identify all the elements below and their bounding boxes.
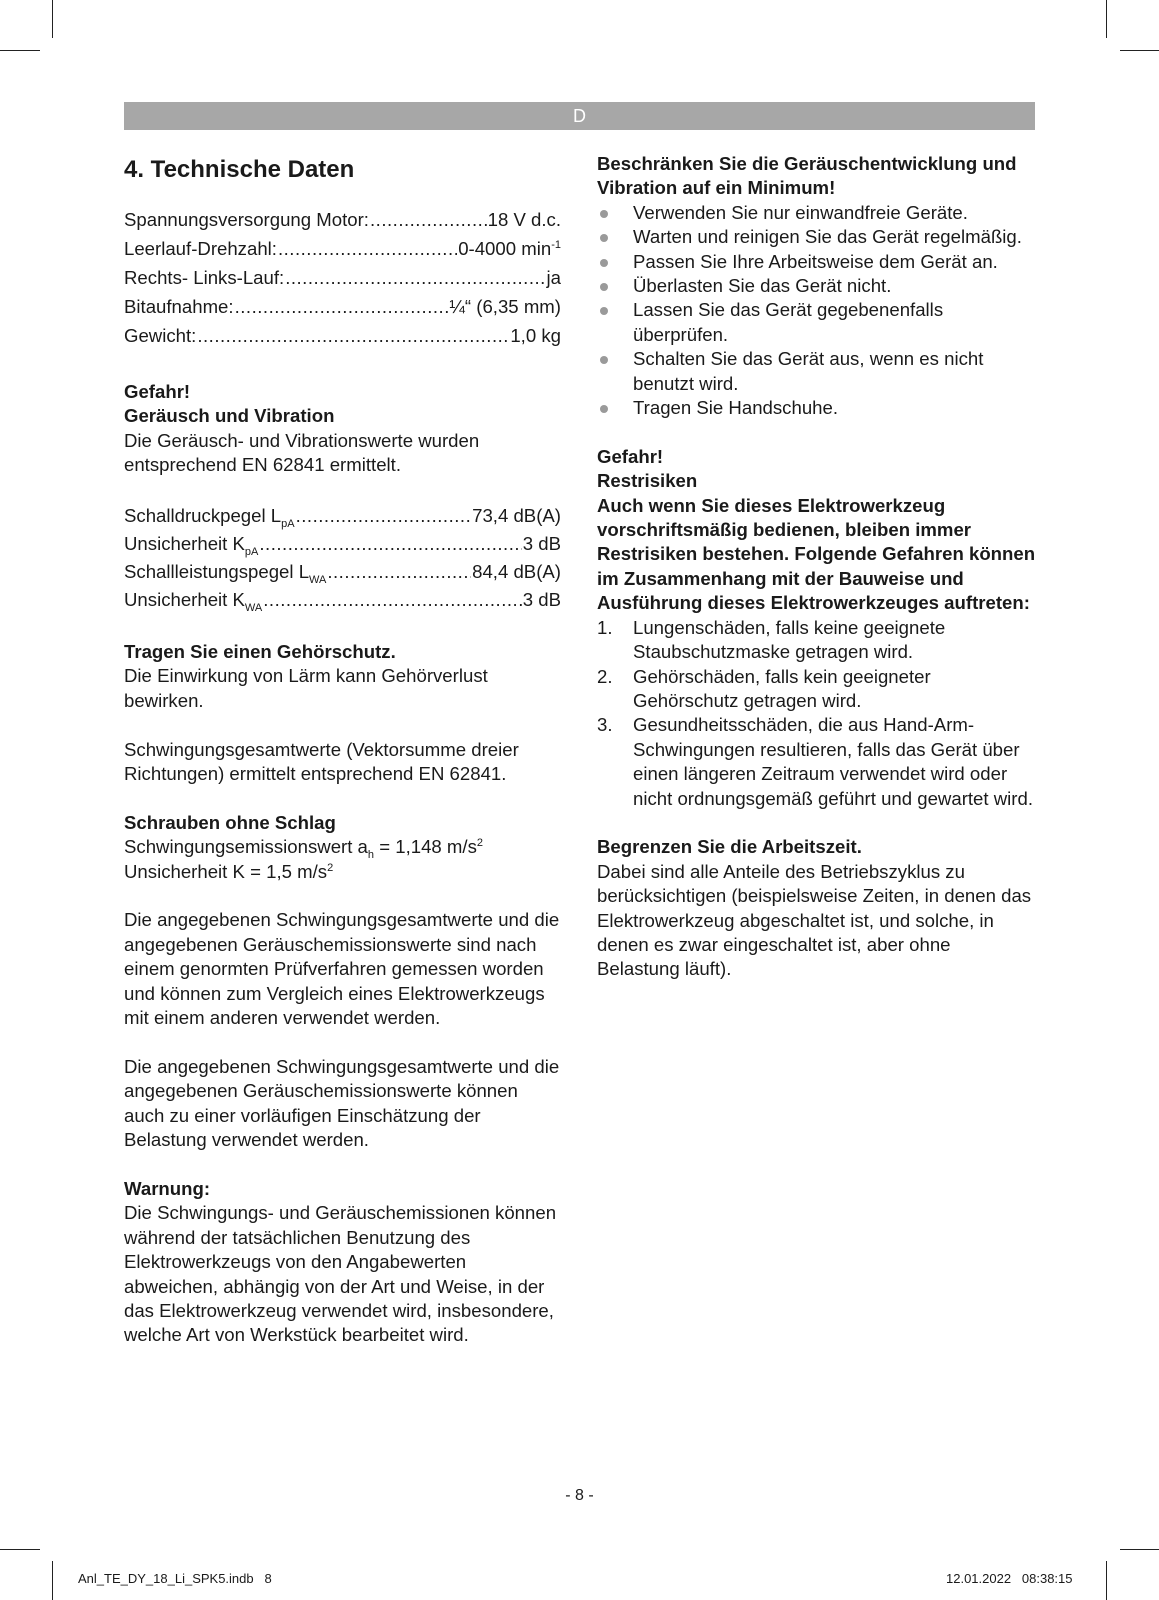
bullet-icon [600,405,608,413]
file-slug: Anl_TE_DY_18_Li_SPK5.indb 8 [78,1571,272,1586]
noise-label: Schalldruckpegel $L_{pA}$ [124,505,295,531]
residual-risks-intro: Auch wenn Sie dieses Elektrowerkzeug vorschriftsmäßig bedienen, bleiben immer Restrisiken bestehen. Folgende Gefahren können im Zusammenhang mit der Bauweise und Ausführung dieses Elektrowerkzeuges auftreten: [597,494,1036,614]
language-header-bar [124,102,1035,130]
leader-dots [285,263,545,292]
crop-mark [1106,0,1107,38]
spec-label: Bitaufnahme: [124,296,234,317]
language-tab-label: D [573,106,586,126]
noise-label: Unsicherheit $K_{pA}$ [124,533,259,559]
crop-mark [1106,1561,1107,1600]
noise-label: Unsicherheit $K_{WA}$ [124,589,263,615]
hearing-protection-text: Die Einwirkung von Lärm kann Gehörverlust bewirken. [124,665,488,711]
noise-row [124,530,561,558]
residual-risks-heading: Restrisiken [597,470,698,492]
leader-dots [197,321,509,350]
list-item: Warten und reinigen Sie das Gerät regelmäßig. [597,225,1037,249]
spec-row [124,205,561,234]
paragraph-comparison: Die angegebenen Schwingungsgesamtwerte und die angegebenen Geräuschemissionswerte sind nach einem genormten Prüfverfahren gemessen worden und können zum Vergleich eines Elektrowerkzeugs mit einem anderen verwendet werden. [124,909,560,1029]
right-column [597,152,1037,982]
leader-dots [370,205,487,234]
bullet-icon [600,356,608,364]
noise-value: 73,4 dB(A) [472,505,561,527]
screw-heading: Schrauben ohne Schlag [124,811,336,833]
noise-row [124,558,561,586]
list-number: 2. [597,665,613,687]
noise-value: 84,4 dB(A) [472,561,561,583]
spec-row [124,263,561,292]
danger-heading: Gefahr! [597,445,664,467]
noise-row [124,502,561,530]
limit-heading: Beschränken Sie die Geräuschentwicklung und Vibration auf ein Minimum! [597,153,1017,199]
list-item: 2. Gehörschäden, falls kein geeigneter Gehörschutz getragen wird. [597,665,931,711]
leader-dots [259,530,521,558]
crop-mark [0,1549,40,1550]
worktime-heading: Begrenzen Sie die Arbeitszeit. [597,836,862,858]
spec-row [124,234,561,263]
crop-mark [52,1561,53,1600]
spec-value: 0-4000 $\min^{-1}$ [458,238,561,259]
list-item: Überlasten Sie das Gerät nicht. [597,274,1037,298]
paragraph-assessment: Die angegebenen Schwingungsgesamtwerte und die angegebenen Geräuschemissionswerte können auch zu einer vorläufigen Einschätzung der Belastung verwendet werden. [124,1055,560,1151]
warning-heading: Warnung: [124,1177,211,1199]
bullet-icon [600,283,608,291]
noise-heading: Geräusch und Vibration [124,405,335,427]
noise-label: Schallleistungspegel $L_{WA}$ [124,561,327,587]
page-number: - 8 - [565,1487,594,1504]
spec-label: Gewicht: [124,325,197,346]
list-item: 3. Gesundheitsschäden, die aus Hand-Arm-Schwingungen resultieren, falls das Gerät über einen längeren Zeitraum verwendet wird oder nicht ordnungsgemäß geführt und gewartet wird. [597,714,1033,809]
worktime-text: Dabei sind alle Anteile des Betriebszyklus zu berücksichtigen (beispielsweise Zeiten, in denen das Elektrowerkzeug abgeschaltet ist, und solche, in denen es zwar eingeschaltet ist, aber ohne Belastung läuft). [597,860,1032,980]
leader-dots [278,234,457,263]
noise-text: Die Geräusch- und Vibrationswerte wurden entsprechend EN 62841 ermittelt. [124,429,480,476]
print-timestamp: 12.01.2022 08:38:15 [946,1571,1073,1586]
leader-dots [327,558,471,586]
noise-value: 3 dB [522,589,561,611]
spec-value: 18 V d.c. [487,209,561,230]
spec-value: ja [546,267,561,288]
spec-label: Spannungsversorgung Motor: [124,209,369,230]
list-item: 1. Lungenschäden, falls keine geeignete Staubschutzmaske getragen wird. [597,616,946,663]
uncertainty-line: Unsicherheit K = 1,5 $m/s^2$ [124,860,334,882]
bullet-icon [600,234,608,242]
vibration-total-text: Schwingungsgesamtwerte (Vektorsumme dreier Richtungen) ermittelt entsprechend EN 62841. [124,738,519,785]
list-item: Lassen Sie das Gerät gegebenenfalls überprüfen. [597,298,1037,347]
list-number: 1. [597,616,613,638]
list-item: Verwenden Sie nur einwandfreie Geräte. [597,201,1037,225]
hearing-protection-heading: Tragen Sie einen Gehörschutz. [124,641,396,663]
list-item: Tragen Sie Handschuhe. [597,396,1037,420]
leader-dots [296,502,472,530]
spec-list [124,205,561,350]
spec-label: Leerlauf-Drehzahl: [124,238,277,259]
leader-dots [263,586,522,614]
spec-row [124,292,561,321]
bullet-list [597,201,1037,421]
crop-mark [52,0,53,38]
crop-mark [1120,50,1159,51]
bullet-icon [600,259,608,267]
noise-row [124,586,561,614]
emission-value-line: Schwingungsemissionswert $a_h = 1,148$ $m/s^2$ [124,836,483,862]
spec-value-superscript: -1 [551,239,561,251]
noise-value: 3 dB [522,533,561,555]
leader-dots [235,292,449,321]
spec-label: Rechts- Links-Lauf: [124,267,285,288]
warning-text: Die Schwingungs- und Geräuschemissionen können während der tatsächlichen Benutzung des Elektrowerkzeugs von den Angabewerten abweichen, abhängig von der Art und Weise, in der das Elektrowerkzeug verwendet wird, insbesondere, welche Art von Werkstück bearbeitet wird. [124,1202,557,1346]
crop-mark [0,50,40,51]
spec-value: ¼“ (6,35 mm) [449,296,561,317]
bullet-icon [600,210,608,218]
list-item: Schalten Sie das Gerät aus, wenn es nicht benutzt wird. [597,347,1037,396]
danger-heading: Gefahr! [124,381,191,402]
list-item: Passen Sie Ihre Arbeitsweise dem Gerät an. [597,250,1037,274]
section-title: 4. Technische Daten [124,156,355,183]
left-column [124,152,561,1348]
noise-values-list [124,502,561,614]
crop-mark [1120,1549,1159,1550]
spec-row [124,321,561,350]
bullet-icon [600,307,608,315]
risk-list [597,616,1037,811]
list-number: 3. [597,714,613,736]
spec-value: 1,0 kg [510,325,561,346]
